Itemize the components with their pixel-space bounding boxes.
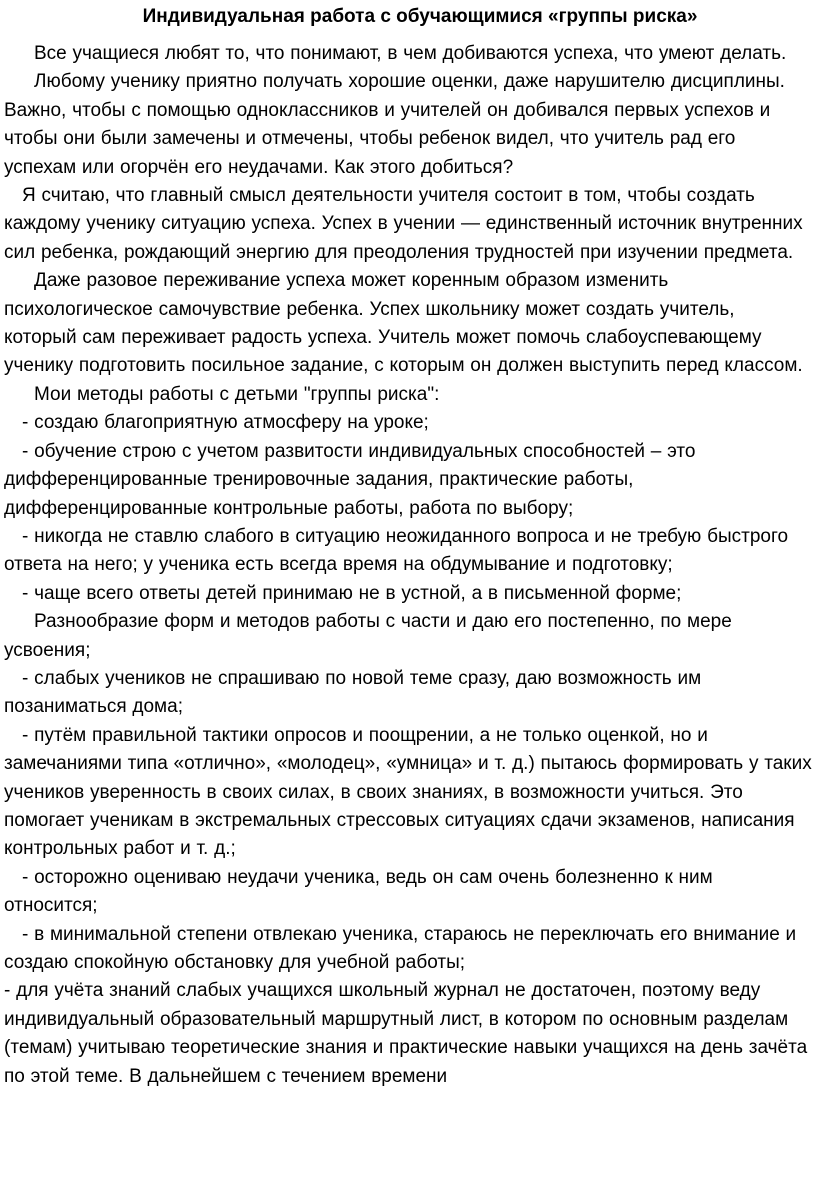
list-item: - слабых учеников не спрашиваю по новой теме сразу, даю возможность им позаниматься дома;	[4, 667, 702, 718]
list-item: - чаще всего ответы детей принимаю не в устной, а в письменной форме;	[22, 582, 682, 604]
paragraph: Даже разовое переживание успеха может коренным образом изменить психологическое самочувствие ребенка. Успех школьнику может создать учитель, который сам переживает радость успеха. Учитель может помочь слабоуспевающему ученику подготовить посильное задание, с которым он должен выступить перед классом.	[4, 270, 803, 377]
list-item: - осторожно оцениваю неудачи ученика, ведь он сам очень болезненно к ним относится;	[4, 866, 713, 917]
paragraph: Разнообразие форм и методов работы с части и даю его постепенно, по мере усвоения;	[4, 611, 732, 661]
paragraph: Я считаю, что главный смысл деятельности учителя состоит в том, чтобы создать каждому ученику ситуацию успеха. Успех в учении — единственный источник внутренних сил ребенка, рождающий энергию для преодоления трудностей при изучении предмета.	[4, 185, 803, 263]
paragraph: Любому ученику приятно получать хорошие оценки, даже нарушителю дисциплины. Важно, чтобы с помощью одноклассников и учителей он добивался первых успехов и чтобы они были замечены и отмечены, чтобы ребенок видел, что учитель рад его успехам или огорчён его неудачами. Как этого добиться?	[4, 71, 785, 178]
list-item: - в минимальной степени отвлекаю ученика, стараюсь не переключать его внимание и создаю спокойную обстановку для учебной работы;	[4, 923, 797, 973]
list-item: - создаю благоприятную атмосферу на уроке;	[22, 412, 429, 434]
paragraph: Мои методы работы с детьми "группы риска":	[34, 383, 440, 405]
list-item: - обучение строю с учетом развитости индивидуальных способностей – это дифференцированные тренировочные задания, практические работы, дифференцированные контрольные работы, работа по выбору;	[4, 440, 696, 519]
list-item: - путём правильной тактики опросов и поощрении, а не только оценкой, но и замечаниями типа «отлично», «молодец», «умница» и т. д.) пытаюсь формировать у таких учеников уверенность в своих силах, в своих знаниях, в возможности учиться. Это помогает ученикам в экстремальных стрессовых ситуациях сдачи экзаменов, написания контрольных работ и т. д.;	[4, 724, 812, 860]
list-item: - никогда не ставлю слабого в ситуацию неожиданного вопроса и не требую быстрого ответа на него; у ученика есть всегда время на обдумывание и подготовку;	[4, 525, 789, 576]
document-title: Индивидуальная работа с обучающимися «группы риска»	[142, 6, 698, 27]
list-item: - для учёта знаний слабых учащихся школьный журнал не достаточен, поэтому веду индивидуальный образовательный маршрутный лист, в котором по основным разделам (темам) учитываю теоретические знания и практические навыки учащихся на день зачёта по этой теме. В дальнейшем с течением времени	[4, 980, 808, 1087]
document-body	[4, 40, 812, 1091]
paragraph: Все учащиеся любят то, что понимают, в чем добиваются успеха, что умеют делать.	[34, 43, 787, 64]
